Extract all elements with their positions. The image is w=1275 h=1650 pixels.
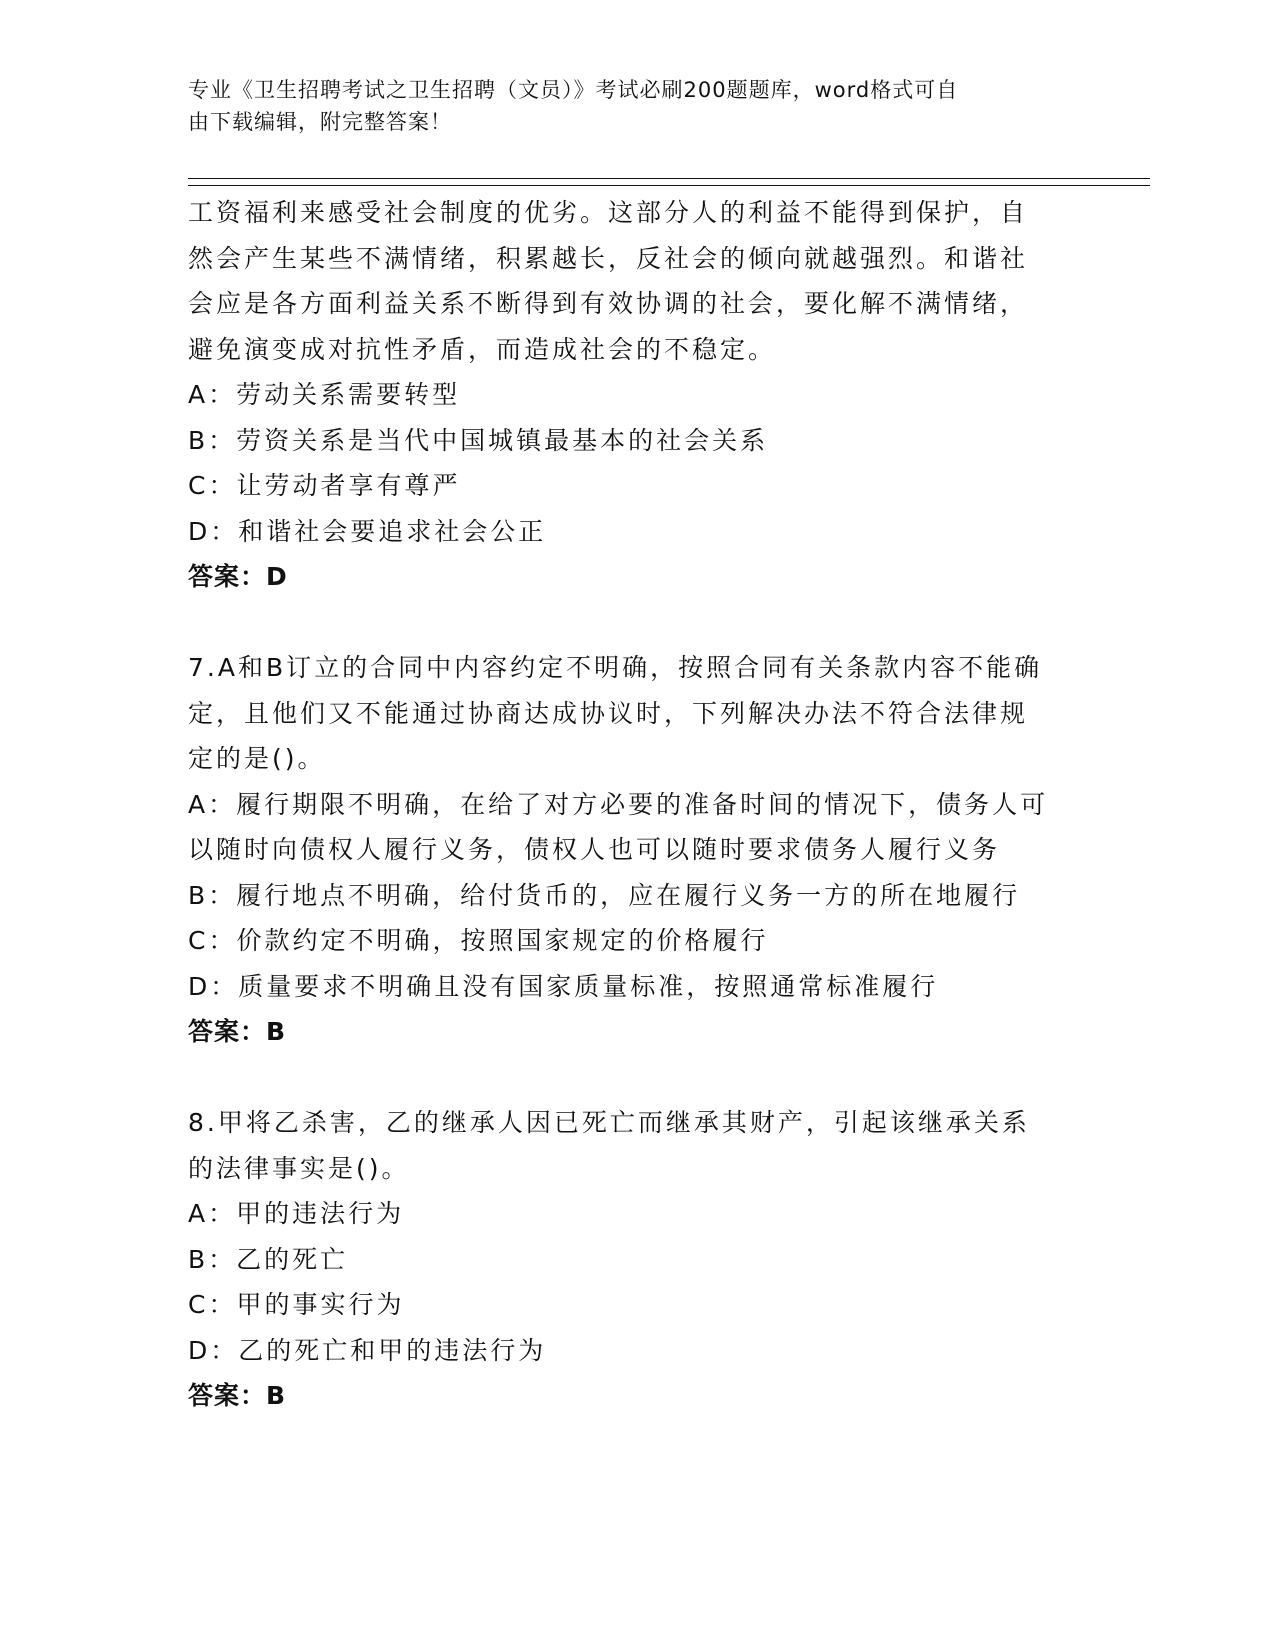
option-d: D：乙的死亡和甲的违法行为 xyxy=(188,1335,547,1365)
question-stem-line: 8.甲将乙杀害，乙的继承人因已死亡而继承其财产，引起该继承关系 xyxy=(188,1108,1030,1137)
answer-label: 答案：B xyxy=(188,1381,287,1410)
option-a: A：劳动关系需要转型 xyxy=(188,380,461,409)
question-stem-line: 的法律事实是()。 xyxy=(188,1153,410,1183)
option-b: B：履行地点不明确，给付货币的，应在履行义务一方的所在地履行 xyxy=(188,880,1021,910)
option-c: C：让劳动者享有尊严 xyxy=(188,471,461,500)
option-c: C：价款约定不明确，按照国家规定的价格履行 xyxy=(188,926,769,955)
question-stem-line: 定的是()。 xyxy=(188,744,326,773)
option-d: D：和谐社会要追求社会公正 xyxy=(188,516,547,546)
answer-label: 答案：D xyxy=(188,562,288,591)
option-a-continued: 以随时向债权人履行义务，债权人也可以随时要求债务人履行义务 xyxy=(188,835,1001,864)
question-stem-line: 定，且他们又不能通过协商达成协议时，下列解决办法不符合法律规 xyxy=(188,698,1029,728)
spacer xyxy=(188,1055,1088,1101)
document-header xyxy=(188,74,1088,138)
spacer xyxy=(188,600,1088,646)
document-body xyxy=(188,190,1088,1419)
option-a: A：甲的违法行为 xyxy=(188,1199,405,1228)
question-8 xyxy=(188,1100,1088,1419)
question-text-line: 工资福利来感受社会制度的优劣。这部分人的利益不能得到保护，自 xyxy=(188,198,1029,227)
question-text-line: 会应是各方面利益关系不断得到有效协调的社会，要化解不满情绪， xyxy=(188,289,1029,318)
header-title-line-2: 由下载编辑，附完整答案！ xyxy=(188,110,452,134)
question-7 xyxy=(188,645,1088,1055)
answer-label: 答案：B xyxy=(188,1017,287,1046)
option-b: B：劳资关系是当代中国城镇最基本的社会关系 xyxy=(188,425,769,455)
question-stem-line: 7.A和B订立的合同中内容约定不明确，按照合同有关条款内容不能确 xyxy=(188,653,1043,682)
option-a: A：履行期限不明确，在给了对方必要的准备时间的情况下，债务人可 xyxy=(188,789,1049,819)
option-c: C：甲的事实行为 xyxy=(188,1290,405,1319)
header-divider xyxy=(188,178,1150,186)
question-text-line: 避免演变成对抗性矛盾，而造成社会的不稳定。 xyxy=(188,334,777,364)
header-title-line-1: 专业《卫生招聘考试之卫生招聘（文员）》考试必刷200题题库，word格式可自 xyxy=(188,78,959,102)
option-d: D：质量要求不明确且没有国家质量标准，按照通常标准履行 xyxy=(188,971,939,1001)
question-6-continuation xyxy=(188,190,1088,600)
option-b: B：乙的死亡 xyxy=(188,1244,349,1274)
question-text-line: 然会产生某些不满情绪，积累越长，反社会的倾向就越强烈。和谐社 xyxy=(188,243,1029,273)
